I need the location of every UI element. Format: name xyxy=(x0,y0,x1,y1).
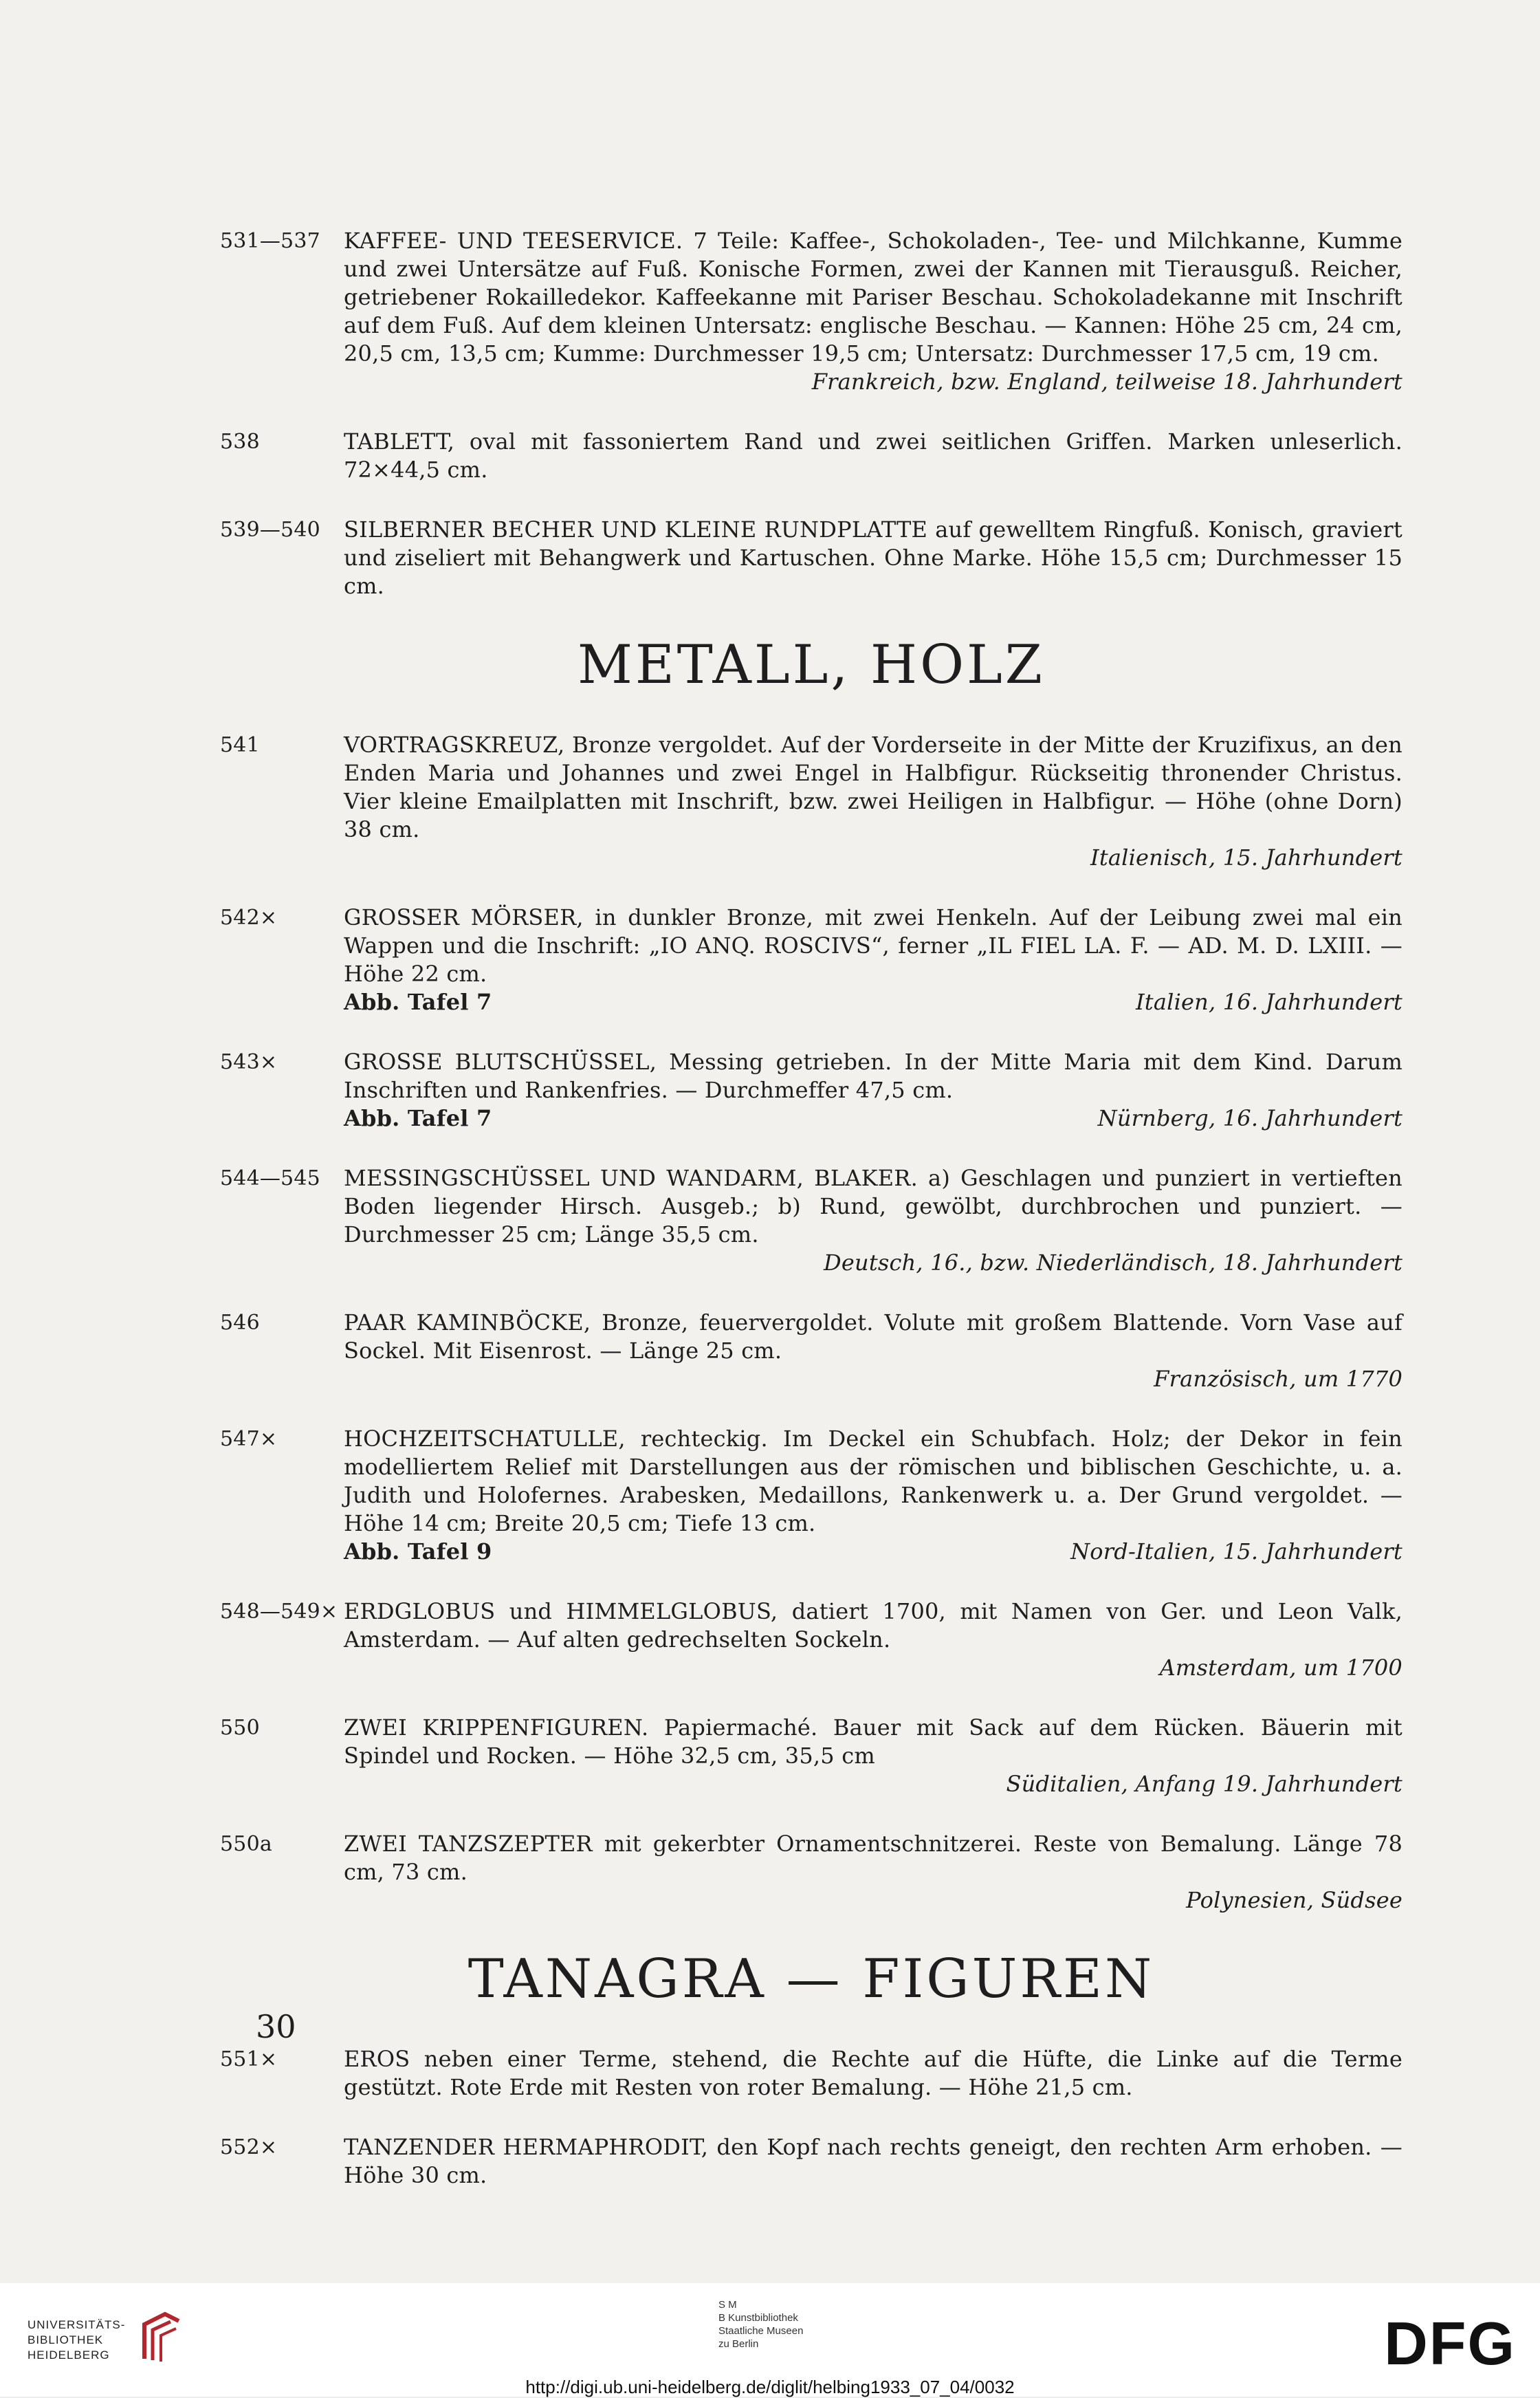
museum-stamp xyxy=(718,2298,803,2351)
lot-description: GROSSER MÖRSER, in dunkler Bronze, mit zwei Henkeln. Auf der Leibung zwei mal ein Wappen und die Inschrift: „IO ANQ. ROSCIVS“, ferner „IL FIEL LA. F. — AD. M. D. LXIII. — Höhe 22 cm. xyxy=(344,904,1402,987)
lot-origin: Deutsch, 16., bzw. Niederländisch, 18. Jahrhundert xyxy=(824,1250,1402,1276)
library-line: UNIVERSITÄTS- xyxy=(28,2318,126,2331)
dfg-logo: DFG xyxy=(1384,2309,1516,2377)
catalog-entry xyxy=(220,516,1402,600)
lot-number: 552× xyxy=(220,2135,278,2159)
catalog-entry xyxy=(220,2133,1402,2190)
lot-description: KAFFEE- UND TEESERVICE. 7 Teile: Kaffee-, Schokoladen-, Tee- und Milchkanne, Kumme und zwei Untersätze auf Fuß. Konische Formen, zwei der Kannen mit Tierausguß. Reicher, getriebener Rokailledekor. Kaffeekanne mit Pariser Beschau. Schokoladekanne mit Inschrift auf dem Fuß. Auf dem kleinen Untersatz: englische Beschau. — Kannen: Höhe 25 cm, 24 cm, 20,5 cm, 13,5 cm; Kumme: Durchmesser 19,5 cm; Untersatz: Durchmesser 17,5 cm, 19 cm. xyxy=(344,228,1402,367)
stamp-line: S M xyxy=(718,2299,737,2311)
lot-description: EROS neben einer Terme, stehend, die Rechte auf die Hüfte, die Linke auf die Terme gestützt. Rote Erde mit Resten von roter Bemalung. — Höhe 21,5 cm. xyxy=(344,2046,1402,2100)
catalog-entry xyxy=(220,1714,1402,1798)
entries-tanagra xyxy=(220,2045,1402,2190)
lot-description: TABLETT, oval mit fassoniertem Rand und zwei seitlichen Griffen. Marken unleserlich. 72×44,5 cm. xyxy=(344,428,1402,483)
lot-origin: Nürnberg, 16. Jahrhundert xyxy=(1097,1105,1402,1131)
stamp-line: zu Berlin xyxy=(718,2338,759,2350)
catalog-entry xyxy=(220,1048,1402,1133)
library-logo-text xyxy=(28,2318,125,2363)
lot-description: ZWEI TANZSZEPTER mit gekerbter Ornamentschnitzerei. Reste von Bemalung. Länge 78 cm, 73 cm. xyxy=(344,1831,1402,1885)
lot-number: 538 xyxy=(220,430,260,454)
catalog-entry xyxy=(220,1425,1402,1566)
lot-number: 531—537 xyxy=(220,229,320,253)
lot-number: 546 xyxy=(220,1311,260,1335)
lot-origin: Italien, 16. Jahrhundert xyxy=(1135,989,1402,1015)
library-emblem-icon xyxy=(138,2311,186,2366)
lot-footer xyxy=(344,1104,1402,1133)
lot-origin: Süditalien, Anfang 19. Jahrhundert xyxy=(1006,1771,1402,1797)
catalog-entry xyxy=(220,2045,1402,2102)
lot-origin: Amsterdam, um 1700 xyxy=(1159,1655,1402,1681)
lot-number: 547× xyxy=(220,1427,278,1451)
lot-number: 550 xyxy=(220,1716,260,1740)
lot-number: 539—540 xyxy=(220,518,320,542)
lot-origin: Polynesien, Südsee xyxy=(1186,1887,1402,1913)
digitization-footer xyxy=(0,2283,1540,2397)
stamp-line: B Kunstbibliothek xyxy=(718,2312,798,2324)
entries-metall-holz xyxy=(220,731,1402,1915)
lot-origin: Nord-Italien, 15. Jahrhundert xyxy=(1070,1538,1402,1565)
lot-number: 542× xyxy=(220,906,278,930)
lot-description: MESSINGSCHÜSSEL UND WANDARM, BLAKER. a) Geschlagen und punziert in vertieften Boden liegender Hirsch. Ausgeb.; b) Rund, gewölbt, durchbrochen und punziert. — Durchmesser 25 cm; Länge 35,5 cm. xyxy=(344,1165,1402,1247)
stamp-line: Staatliche Museen xyxy=(718,2325,804,2337)
catalog-entry xyxy=(220,731,1402,872)
lot-origin: Frankreich, bzw. England, teilweise 18. Jahrhundert xyxy=(811,369,1402,395)
lot-description: TANZENDER HERMAPHRODIT, den Kopf nach rechts geneigt, den rechten Arm erhoben. — Höhe 30 cm. xyxy=(344,2134,1402,2188)
catalog-content xyxy=(220,227,1402,2221)
section-title-tanagra: TANAGRA — FIGUREN xyxy=(468,1948,1155,2010)
lot-number: 550a xyxy=(220,1832,272,1856)
catalog-entry xyxy=(220,1830,1402,1915)
lot-number: 551× xyxy=(220,2047,278,2071)
lot-description: ERDGLOBUS und HIMMELGLOBUS, datiert 1700, mit Namen von Ger. und Leon Valk, Amsterdam. — Auf alten gedrechselten Sockeln. xyxy=(344,1598,1402,1653)
lot-description: PAAR KAMINBÖCKE, Bronze, feuervergoldet. Volute mit großem Blattende. Vorn Vase auf Sockel. Mit Eisenrost. — Länge 25 cm. xyxy=(344,1309,1402,1364)
lot-description: HOCHZEITSCHATULLE, rechteckig. Im Deckel ein Schubfach. Holz; der Dekor in fein modelliertem Relief mit Darstellungen aus der römischen und biblischen Geschichte, u. a. Judith und Holofernes. Arabesken, Medaillons, Rankenwerk u. a. Der Grund vergoldet. — Höhe 14 cm; Breite 20,5 cm; Tiefe 13 cm. xyxy=(344,1426,1402,1536)
lot-footer xyxy=(344,1538,1402,1566)
section-title-metall-holz: METALL, HOLZ xyxy=(577,634,1046,696)
lot-number: 548—549× xyxy=(220,1600,338,1624)
plate-reference: Abb. Tafel 7 xyxy=(344,1105,492,1131)
plate-reference: Abb. Tafel 9 xyxy=(344,1538,492,1565)
lot-number: 544—545 xyxy=(220,1166,320,1190)
catalog-entry xyxy=(220,1309,1402,1393)
catalog-entry xyxy=(220,1164,1402,1277)
lot-origin: Französisch, um 1770 xyxy=(1154,1366,1402,1392)
catalog-entry xyxy=(220,227,1402,396)
library-line: BIBLIOTHEK xyxy=(28,2333,104,2346)
lot-description: VORTRAGSKREUZ, Bronze vergoldet. Auf der Vorderseite in der Mitte der Kruzifixus, an den Enden Maria und Johannes und zwei Engel in Halbfigur. Rückseitig thronender Christus. Vier kleine Emailplatten mit Inschrift, bzw. zwei Heiligen in Halbfigur. — Höhe (ohne Dorn) 38 cm. xyxy=(344,732,1402,842)
catalog-entry xyxy=(220,1598,1402,1682)
catalog-entry xyxy=(220,904,1402,1016)
lot-description: ZWEI KRIPPENFIGUREN. Papiermaché. Bauer mit Sack auf dem Rücken. Bäuerin mit Spindel und Rocken. — Höhe 32,5 cm, 35,5 cm xyxy=(344,1714,1402,1769)
plate-reference: Abb. Tafel 7 xyxy=(344,989,492,1015)
lot-number: 543× xyxy=(220,1050,278,1074)
entries-silver xyxy=(220,227,1402,600)
lot-description: SILBERNER BECHER UND KLEINE RUNDPLATTE auf gewelltem Ringfuß. Konisch, graviert und ziseliert mit Behangwerk und Kartuschen. Ohne Marke. Höhe 15,5 cm; Durchmesser 15 cm. xyxy=(344,516,1402,599)
permalink-url[interactable]: http://digi.ub.uni-heidelberg.de/diglit/helbing1933_07_04/0032 xyxy=(525,2377,1015,2397)
catalog-entry xyxy=(220,428,1402,484)
lot-footer xyxy=(344,988,1402,1016)
lot-origin: Italienisch, 15. Jahrhundert xyxy=(1090,844,1402,871)
page-number: 30 xyxy=(256,2008,296,2045)
library-line: HEIDELBERG xyxy=(28,2348,110,2362)
lot-description: GROSSE BLUTSCHÜSSEL, Messing getrieben. In der Mitte Maria mit dem Kind. Darum Inschriften und Rankenfries. — Durchmeffer 47,5 cm. xyxy=(344,1049,1402,1103)
lot-number: 541 xyxy=(220,733,260,757)
